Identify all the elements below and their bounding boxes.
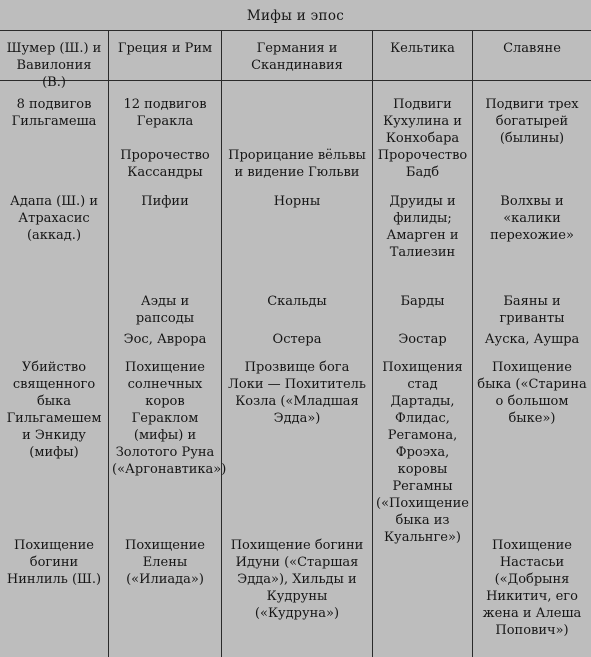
table-cell: Ауска, Аушра bbox=[484, 332, 580, 347]
table-cell: Друиды и филиды; Амарген и Талиезин bbox=[373, 193, 473, 293]
table-cell: Пророчество Кассандры bbox=[109, 147, 222, 193]
table-cell bbox=[473, 147, 591, 193]
table-cell: 8 подвигов Гильгамеша bbox=[0, 81, 109, 147]
section-header bbox=[0, 0, 591, 31]
table-cell: Волхвы и «калики перехожие» bbox=[490, 194, 574, 243]
table-cell bbox=[0, 331, 109, 359]
table-cell bbox=[222, 81, 373, 147]
table-cell bbox=[0, 147, 109, 193]
table-cell bbox=[373, 537, 473, 657]
table-cell: Барды bbox=[373, 293, 473, 331]
table-cell: Подвиги трех богатырей (былины) bbox=[485, 97, 579, 146]
table-cell: Адапа (Ш.) и Атрахасис (аккад.) bbox=[0, 193, 109, 293]
table-cell: Пифии bbox=[109, 193, 222, 293]
table-cell: Баяны и гриванты bbox=[499, 294, 565, 326]
table-cell: Убийство священного быка Гильгамешем и Энкиду (мифы) bbox=[0, 359, 109, 537]
table-cell: 12 подвигов Геракла bbox=[109, 81, 222, 147]
comparison-table bbox=[0, 30, 591, 657]
column-header: Греция и Рим bbox=[109, 30, 222, 81]
table-cell: Подвиги Кухулина и Конхобара bbox=[373, 81, 473, 147]
column-header: Кельтика bbox=[373, 30, 473, 81]
table-cell: Похищение богини Нинлиль (Ш.) bbox=[0, 537, 109, 657]
section-title: Мифы и эпос bbox=[246, 8, 345, 24]
table-cell: Эос, Аврора bbox=[109, 331, 222, 359]
column-header: Германия и Скандинавия bbox=[222, 30, 373, 81]
table-cell: Похищение солнечных коров Гераклом (мифы) и Золотого Руна («Аргонавтика») bbox=[109, 359, 222, 537]
table-cell: Похищение быка («Старина о большом быке») bbox=[477, 360, 587, 426]
table-cell: Скальды bbox=[222, 293, 373, 331]
table-cell: Прорицание вёльвы и видение Гюльви bbox=[222, 147, 373, 193]
table-cell: Прозвище бога Локи — Похититель Козла («Младшая Эдда») bbox=[222, 359, 373, 537]
table-cell: Похищение богини Идуни («Старшая Эдда»), Хильды и Кудруны («Кудруна») bbox=[222, 537, 373, 657]
table-cell: Норны bbox=[222, 193, 373, 293]
column-header: Шумер (Ш.) и Вавилония (В.) bbox=[0, 30, 109, 81]
table-cell: Аэды и рапсоды bbox=[109, 293, 222, 331]
table-cell: Похищения стад Дартады, Флидас, Регамона, Фроэха, коровы Регамны («Похищение быка из Куальнге») bbox=[373, 359, 473, 537]
table-cell: Похищение Настасьи («Добрыня Никитич, его жена и Алеша Попович») bbox=[482, 538, 582, 638]
table-cell: Пророчество Бадб bbox=[373, 147, 473, 193]
table-cell: Остера bbox=[222, 331, 373, 359]
table-cell: Похищение Елены («Илиада») bbox=[109, 537, 222, 657]
column-header: Славяне bbox=[473, 30, 591, 81]
table-cell bbox=[0, 293, 109, 331]
table-cell: Эостар bbox=[373, 331, 473, 359]
